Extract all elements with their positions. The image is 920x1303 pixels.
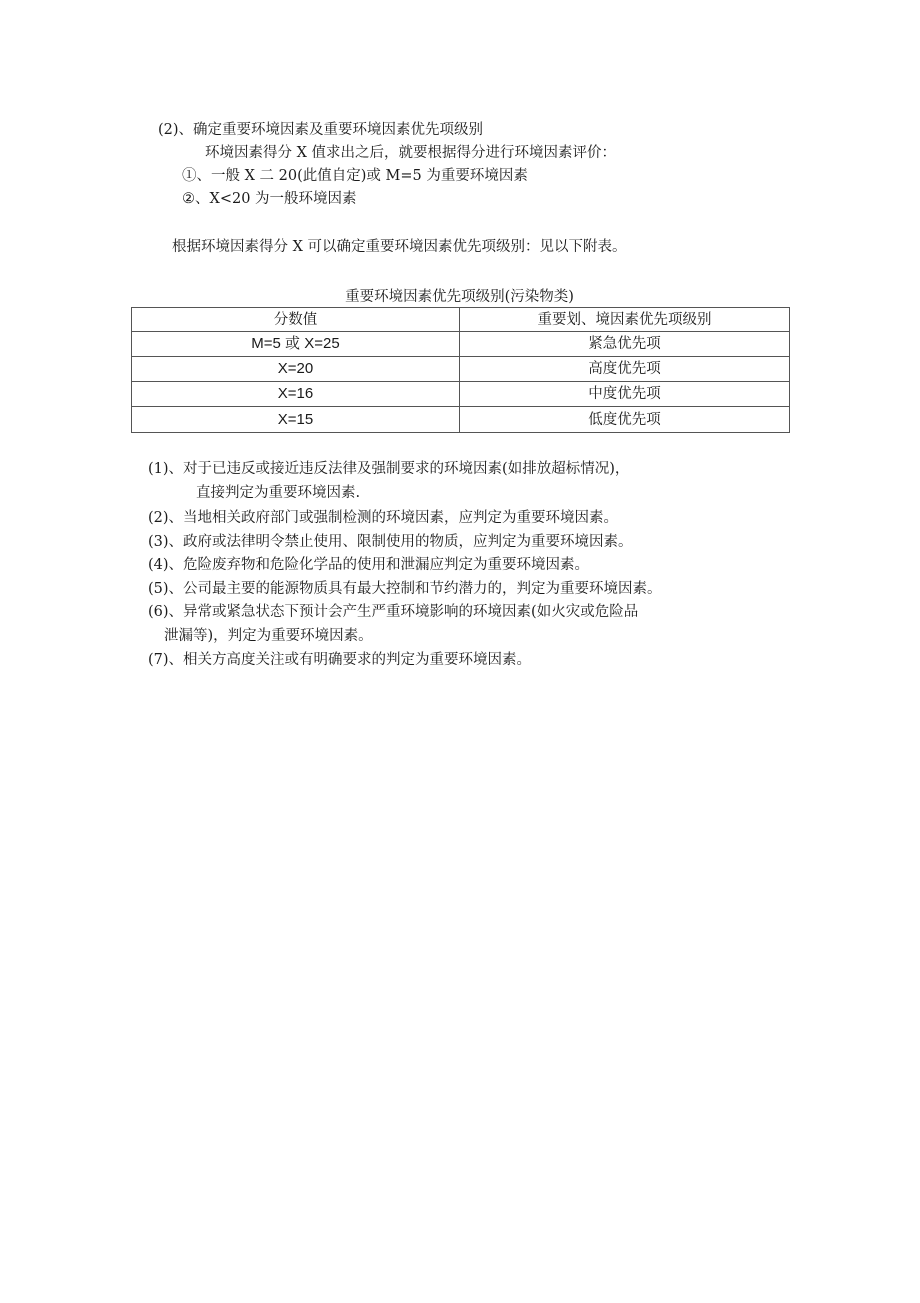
- table-row: [132, 382, 790, 407]
- criterion-item: ①、一般 X 二 20(此值自定)或 M=5 为重要环境因素: [182, 168, 528, 184]
- table-lead-text: 根据环境因素得分 X 可以确定重要环境因素优先项级别：见以下附表。: [172, 239, 627, 255]
- rule-item: (5)、公司最主要的能源物质具有最大控制和节约潜力的，判定为重要环境因素。: [148, 581, 662, 597]
- rule-item-continuation: 泄漏等)，判定为重要环境因素。: [164, 628, 373, 644]
- rule-item: (6)、异常或紧急状态下预计会产生严重环境影响的环境因素(如火灾或危险品: [148, 604, 639, 620]
- rule-item: (7)、相关方高度关注或有明确要求的判定为重要环境因素。: [148, 652, 532, 668]
- rule-item: (1)、对于已违反或接近违反法律及强制要求的环境因素(如排放超标情况)，: [148, 461, 630, 477]
- header-cell-score: 分数值: [132, 308, 460, 332]
- intro-paragraph: 环境因素得分 X 值求出之后，就要根据得分进行环境因素评价：: [205, 145, 617, 161]
- table-row: [132, 357, 790, 382]
- score-cell: M=5 或 X=25: [132, 332, 460, 357]
- table-caption: 重要环境因素优先项级别(污染物类): [345, 289, 574, 305]
- score-cell: X=20: [132, 357, 460, 382]
- priority-level-table: [131, 307, 790, 433]
- priority-cell: 高度优先项: [460, 357, 790, 382]
- rule-item-continuation: 直接判定为重要环境因素.: [196, 485, 361, 501]
- priority-cell: 低度优先项: [460, 407, 790, 433]
- score-cell: X=16: [132, 382, 460, 407]
- table-row: [132, 407, 790, 433]
- priority-cell: 紧急优先项: [460, 332, 790, 357]
- header-cell-priority: 重要划、境因素优先项级别: [460, 308, 790, 332]
- rule-item: (2)、当地相关政府部门或强制检测的环境因素，应判定为重要环境因素。: [148, 510, 619, 526]
- rule-item: (4)、危险废弃物和危险化学品的使用和泄漏应判定为重要环境因素。: [148, 557, 590, 573]
- score-cell: X=15: [132, 407, 460, 433]
- criterion-item: ②、X<20 为一般环境因素: [182, 191, 357, 207]
- priority-cell: 中度优先项: [460, 382, 790, 407]
- section-heading: (2)、确定重要环境因素及重要环境因素优先项级别: [158, 122, 484, 138]
- table-header-row: [132, 308, 790, 332]
- table-row: [132, 332, 790, 357]
- rule-item: (3)、政府或法律明令禁止使用、限制使用的物质，应判定为重要环境因素。: [148, 534, 633, 550]
